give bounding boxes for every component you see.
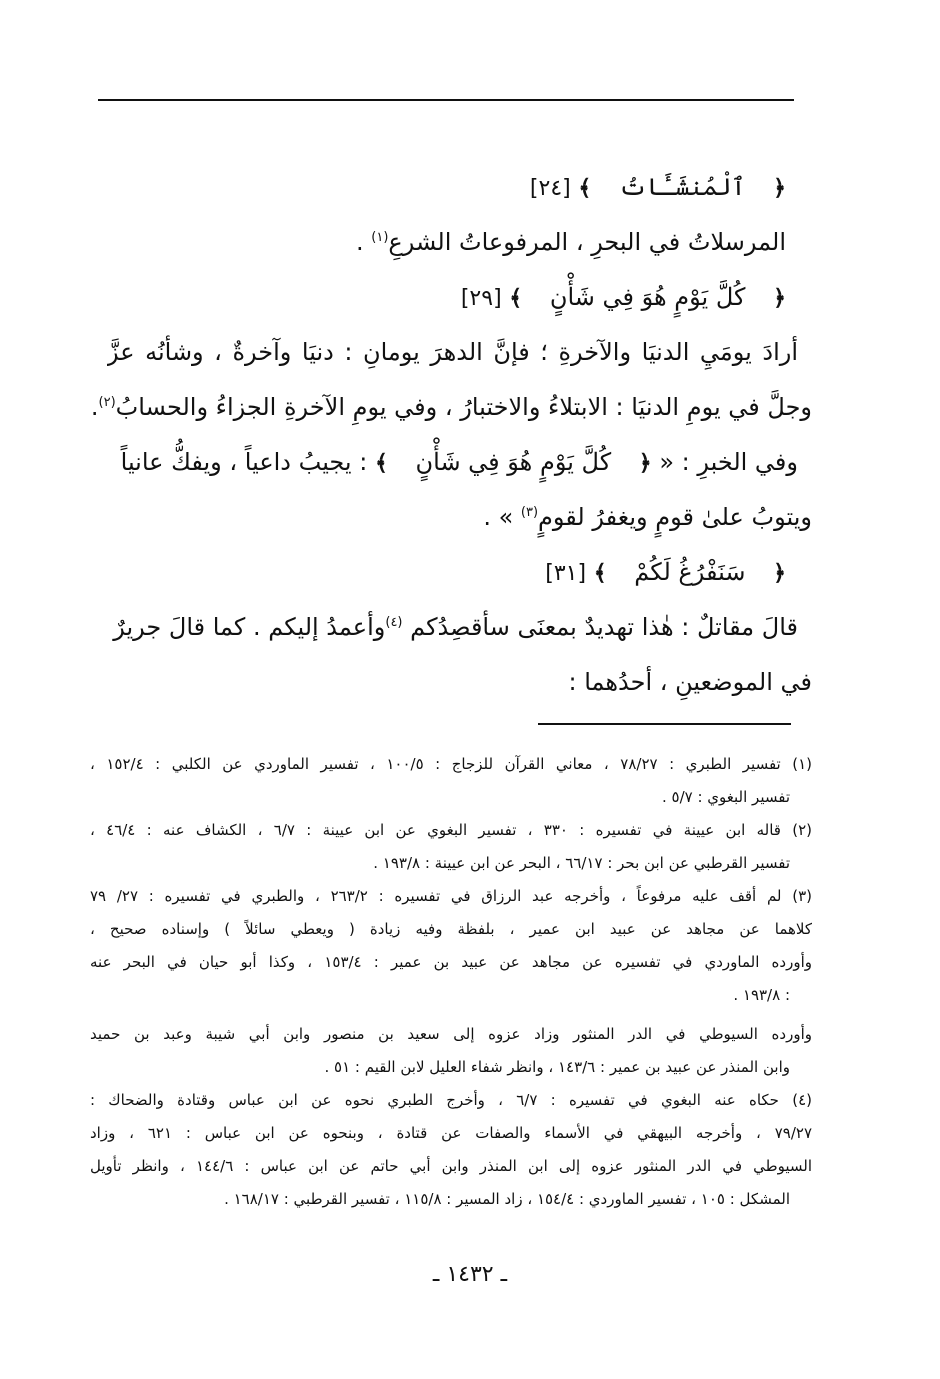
- paragraph-line: قالَ مقاتلٌ : هٰذا تهديدٌ بمعنَى سأقصِدُكم $^{(٤)}$وأعمدُ إليكم . كما قالَ جريرٌ: [113, 613, 798, 641]
- paragraph-line: أرادَ يومَيِ الدنيَا والآخرةِ ؛ فإنَّ الدهرَ يومانِ : دنيَا وآخرةٌ ، وشأنُه عزَّ: [107, 338, 798, 366]
- verse-heading-31: [107, 545, 812, 600]
- verse-text: كُلَّ يَوْمٍ هُوَ فِي شَأْنٍ: [415, 448, 612, 476]
- footnote-3-cont: وأورده الماوردي في تفسيره عن مجاهد عن عبيد بن عمير : ١٥٣/٤ ، وكذا أبو حيان في البحر عنه: [90, 953, 812, 971]
- footnote-rule: [538, 723, 791, 725]
- footnote-2: (٢) قاله ابن عيينة في تفسيره : ٣٣٠ ، تفسير البغوي عن ابن عيينة : ٦/٧ ، الكشاف عنه : ٤٦/٤ ،: [90, 821, 812, 839]
- paragraph-line: ويتوبُ علىٰ قومٍ ويغفرُ لقومٍ$^{(٣)}$ » .: [483, 503, 812, 531]
- footnote-3-cont: وأورده السيوطي في الدر المنثور وزاد عزوه إلى سعيد بن منصور وابن أبي شيبة وعبد بن حميد: [90, 1025, 812, 1043]
- footnote-marker: (٤): [385, 615, 403, 630]
- verse-heading-24: [107, 160, 812, 215]
- footnote-3-cont: وابن المنذر عن عبيد بن عمير : ١٤٣/٦ ، وانظر شفاء العليل لابن القيم : ٥١ .: [324, 1058, 790, 1076]
- verse-number: [٣١]: [545, 561, 587, 586]
- footnote-3-cont: كلاهما عن مجاهد عن عبيد ابن عمير ، بلفظة وفيه زيادة ( ويعطي سائلاً ) وإسناده صحيح ،: [90, 920, 812, 938]
- header-rule: [98, 99, 794, 101]
- footnote-4-cont: المشكل : ١٠٥ ، تفسير الماوردي : ١٥٤/٤ ، زاد المسير : ١١٥/٨ ، تفسير القرطبي : ١٦٨/١٧ .: [224, 1190, 790, 1208]
- verse-text: كُلَّ يَوْمٍ هُوَ فِي شَأْنٍ: [549, 283, 746, 311]
- verse-text: سَنَفْرُغُ لَكُمْ: [634, 558, 746, 586]
- footnote-marker: (١): [371, 230, 389, 245]
- verse-open-bracket: ﴿: [773, 285, 786, 311]
- page-number: ـ ١٤٣٢ ـ: [432, 1262, 508, 1287]
- verse-heading-29: [107, 270, 812, 325]
- footnote-4: (٤) حكاه عنه البغوي في تفسيره : ٦/٧ ، وأخرج الطبري نحوه عن ابن عباس وقتادة والضحاك :: [90, 1091, 812, 1109]
- verse-close-bracket: ﴾: [593, 560, 607, 586]
- verse-number: [٢٩]: [460, 286, 502, 311]
- text-line: المرسلاتُ في البحرِ ، المرفوعاتُ الشرعِ$^{(١)}$ .: [356, 228, 786, 256]
- verse-open-bracket: ﴿: [773, 560, 786, 586]
- paragraph-line: وجلَّ في يومِ الدنيَا : الابتلاءُ والاختبارُ ، وفي يومِ الآخرةِ الجزاءُ والحسابُ$^{(٢)}$.: [90, 393, 812, 421]
- footnote-1-cont: تفسير البغوي : ٥/٧ .: [661, 788, 790, 806]
- paragraph-line: في الموضعينِ ، أحدُهما :: [568, 668, 812, 696]
- footnote-marker: (٢): [98, 395, 116, 410]
- verse-close-bracket: ﴾: [374, 450, 388, 476]
- main-text: [90, 160, 812, 710]
- paragraph-line: وفي الخبرِ : « ﴿ كُلَّ يَوْمٍ هُوَ فِي شَأْنٍ ﴾ : يجيبُ داعياً ، ويفكُّ عانياً: [107, 435, 812, 490]
- footnote-marker: (٣): [520, 505, 539, 520]
- footnote-4-cont: ٧٩/٢٧ ، وأخرجه البيهقي في الأسماء والصفات عن قتادة ، وبنحوه عن ابن عباس : ٦٢١ ، وزاد: [90, 1124, 812, 1142]
- footnote-1: (١) تفسير الطبري : ٧٨/٢٧ ، معاني القرآن للزجاج : ١٠٠/٥ ، تفسير الماوردي عن الكلبي : ١٥٢/٤ ،: [90, 755, 812, 773]
- verse-close-bracket: ﴾: [578, 175, 592, 201]
- footnote-4-cont: السيوطي في الدر المنثور عزوه إلى ابن المنذر وابن أبي حاتم عن ابن عباس : ١٤٤/٦ ، وانظر تأويل: [90, 1157, 812, 1175]
- footnote-2-cont: تفسير القرطبي عن ابن بحر : ٦٦/١٧ ، البحر عن ابن عيينة : ١٩٣/٨ .: [373, 854, 790, 872]
- footnote-3-cont: : ١٩٣/٨ .: [733, 986, 790, 1004]
- verse-number: [٢٤]: [529, 176, 571, 201]
- footnote-3: (٣) لم أقف عليه مرفوعاً ، وأخرجه عبد الرزاق في تفسيره : ٢٦٣/٢ ، والطبري في تفسيره : ٢٧/ ٧٩: [90, 887, 812, 905]
- footnotes: [90, 748, 812, 1216]
- verse-open-bracket: ﴿: [773, 175, 786, 201]
- verse-close-bracket: ﴾: [509, 285, 523, 311]
- verse-text: ٱلْمُنشَـَٔاتُ: [618, 173, 746, 201]
- verse-open-bracket: ﴿: [638, 450, 652, 476]
